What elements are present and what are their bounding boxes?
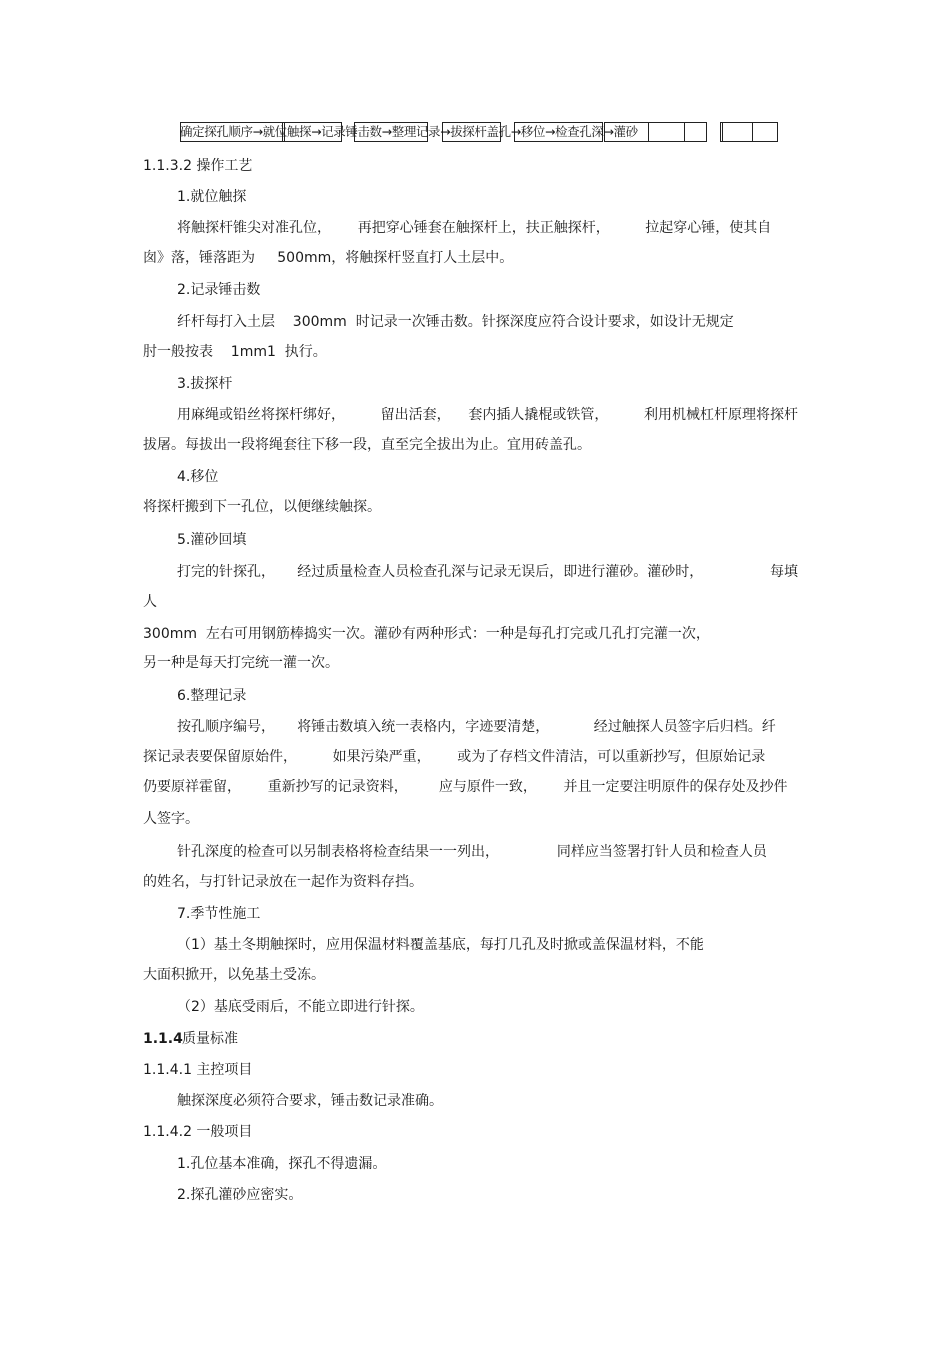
paragraph-line: 人签字。: [143, 811, 199, 827]
paragraph-line: （2）基底受雨后，不能立即进行针探。: [177, 999, 424, 1015]
paragraph-line: 触探深度必须符合要求，锤击数记录准确。: [177, 1093, 443, 1109]
paragraph-line: 囱》落，锤落距为 500mm，将触探杆竖直打人土层中。: [143, 250, 514, 266]
section-number: 1.1.4: [143, 1031, 183, 1047]
paragraph-line: 另一种是每天打完统一灌一次。: [143, 655, 339, 671]
paragraph-line: 用麻绳或铅丝将探杆绑好， 留出活套， 套内插人撬棍或铁管， 利用机械杠杆原理将探杆: [177, 407, 799, 423]
paragraph-line: 仍要原祥霍留， 重新抄写的记录资料， 应与原件一致， 并且一定要注明原件的保存处及抄件: [143, 779, 788, 795]
paragraph-line: 1.孔位基本准确，探孔不得遗漏。: [177, 1156, 387, 1172]
subheading: 5.灌砂回填: [177, 532, 247, 548]
subheading: 2.记录锤击数: [177, 282, 261, 298]
flow-text: 确定探孔顺序→就位触探→记录锤击数→整理记录→拔探杆盖孔→移位→检查孔深→灌砂: [180, 124, 638, 139]
paragraph-line: 探记录表要保留原始件， 如果污染严重， 或为了存档文件清洁，可以重新抄写，但原始记录: [143, 749, 766, 765]
paragraph-line: 针孔深度的检查可以另制表格将检查结果一一列出， 同样应当签署打针人员和检查人员: [177, 844, 767, 860]
subheading: 7.季节性施工: [177, 906, 261, 922]
section-heading: 1.1.4.1 主控项目: [143, 1062, 253, 1078]
subheading: 4.移位: [177, 469, 219, 485]
paragraph-line: 人: [143, 594, 157, 610]
paragraph-line: 大面积掀开，以免基土受冻。: [143, 967, 325, 983]
paragraph-line: 肘一般按表 1mm1 执行。: [143, 344, 327, 360]
paragraph-line: 纤杆每打入土层 300mm 时记录一次锤击数。针探深度应符合设计要求，如设计无规定: [177, 314, 734, 330]
paragraph-line: 拔屠。每拔出一段将绳套往下移一段，直至完全拔出为止。宜用砖盖孔。: [143, 437, 591, 453]
subheading: 3.拔探杆: [177, 376, 233, 392]
paragraph-line: 打完的针探孔， 经过质量检查人员检查孔深与记录无误后，即进行灌砂。灌砂时， 每填: [177, 564, 799, 580]
paragraph-line: 将触探杆锥尖对准孔位， 再把穿心锤套在触探杆上，扶正触探杆， 拉起穿心锤，使其自: [177, 220, 772, 236]
section-heading: 质量标准: [182, 1031, 238, 1047]
paragraph-line: 2.探孔灌砂应密实。: [177, 1187, 303, 1203]
section-heading: 1.1.4.2 一般项目: [143, 1124, 253, 1140]
paragraph-line: （1）基土冬期触探时，应用保温材料覆盖基底，每打几孔及时掀或盖保温材料，不能: [177, 937, 704, 953]
subheading: 6.整理记录: [177, 688, 247, 704]
paragraph-line: 的姓名，与打针记录放在一起作为资料存挡。: [143, 874, 423, 890]
paragraph-line: 将探杆搬到下一孔位，以便继续触探。: [143, 499, 381, 515]
paragraph-line: 300mm 左右可用钢筋棒捣实一次。灌砂有两种形式：一种是每孔打完或几孔打完灌一次，: [143, 626, 710, 642]
section-heading: 1.1.3.2 操作工艺: [143, 158, 253, 174]
process-flowchart: [178, 122, 758, 144]
flow-box: [648, 122, 707, 142]
flow-empty-box: [722, 122, 753, 142]
subheading: 1.就位触探: [177, 189, 247, 205]
paragraph-line: 按孔顺序编号， 将锤击数填入统一表格内，字迹要清楚， 经过触探人员签字后归档。纤: [177, 719, 776, 735]
